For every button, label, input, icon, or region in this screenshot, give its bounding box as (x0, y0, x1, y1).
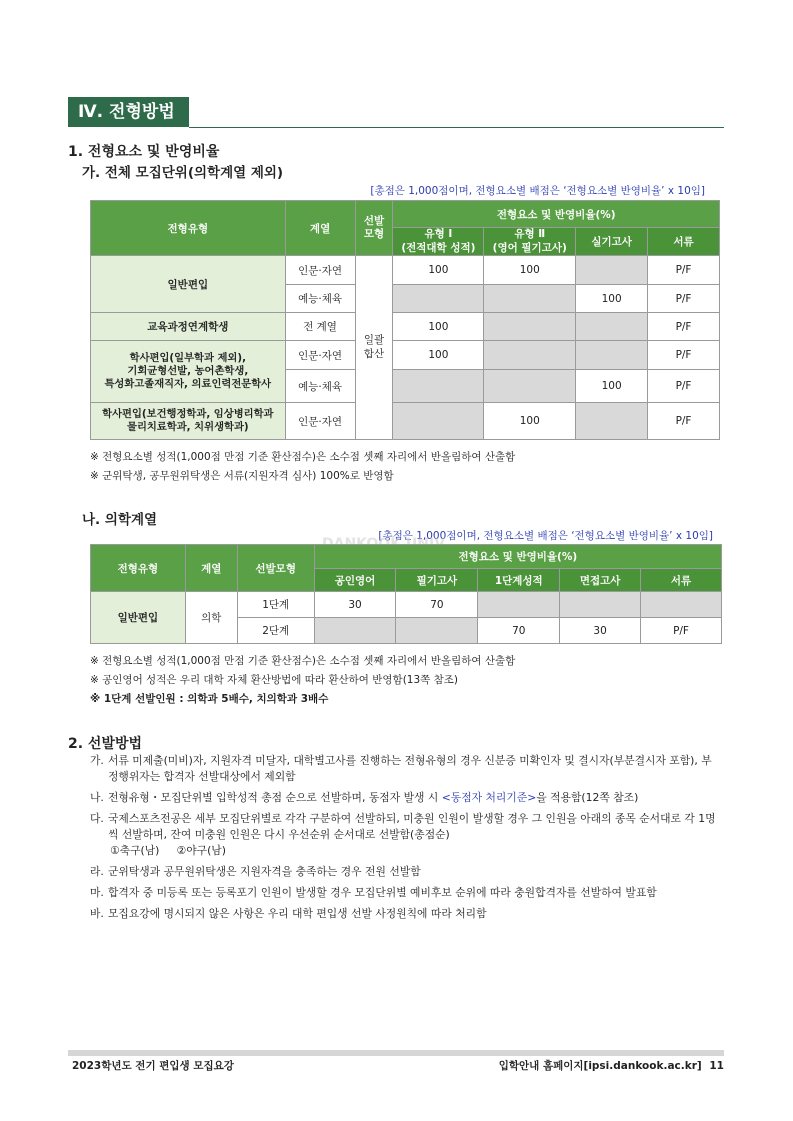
list-item (90, 885, 722, 901)
cell-stage1: 70 (478, 618, 560, 644)
cell-docs: P/F (648, 341, 720, 370)
list-item (90, 790, 722, 806)
cell-english (314, 618, 396, 644)
list-text: 을 적용함(12쪽 참조) (536, 791, 639, 804)
cell-docs (641, 592, 722, 618)
list-marker: 가. (90, 754, 104, 767)
cell-written: 70 (396, 592, 478, 618)
cell-interview: 30 (560, 618, 641, 644)
list-item (90, 864, 722, 880)
cell-practical: 100 (576, 370, 648, 403)
cell-docs: P/F (641, 618, 722, 644)
group-label: 학사편입(보건행정학과, 임상병리학과 물리치료학과, 치위생학과) (91, 403, 286, 440)
cell-docs: P/F (648, 256, 720, 285)
cell-t2: 100 (484, 403, 576, 440)
footnote: ※ 전형요소별 성적(1,000점 만점 기준 환산점수)은 소수점 셋째 자리에서 반올림하여 산출함 (90, 655, 516, 667)
section-divider (189, 127, 724, 128)
cell-practical (576, 341, 648, 370)
list-marker: 바. (90, 907, 104, 920)
header-type2: 유형 Ⅱ (영어 필기고사) (484, 228, 576, 256)
footer-right (499, 1058, 724, 1073)
cell-t1: 100 (393, 341, 484, 370)
cell-docs: P/F (648, 285, 720, 313)
list-item (90, 753, 722, 785)
footnote: ※ 1단계 선발인원 : 의학과 5배수, 치의학과 3배수 (90, 693, 329, 705)
cell-english: 30 (314, 592, 396, 618)
cell-field: 예능·체육 (285, 285, 355, 313)
header-field: 계열 (185, 545, 237, 592)
header-type1: 유형 Ⅰ (전적대학 성적) (393, 228, 484, 256)
cell-field: 인문·자연 (285, 403, 355, 440)
cell-practical (576, 313, 648, 341)
list-text: 군위탁생과 공무원위탁생은 지원자격을 충족하는 경우 전원 선발함 (108, 865, 421, 878)
footnote: ※ 전형요소별 성적(1,000점 만점 기준 환산점수)은 소수점 셋째 자리에서 반올림하여 산출함 (90, 451, 516, 463)
header-model: 선발모형 (237, 545, 314, 592)
list-marker: 나. (90, 791, 104, 804)
cell-t2 (484, 313, 576, 341)
cell-t1: 100 (393, 256, 484, 285)
cell-t1 (393, 403, 484, 440)
group-label: 일반편입 (91, 256, 286, 313)
cell-field: 전 계열 (285, 313, 355, 341)
subheading-na: 나. 의학계열 (82, 512, 158, 528)
cell-field: 인문·자연 (285, 256, 355, 285)
header-docs: 서류 (641, 569, 722, 592)
selection-list (90, 753, 722, 927)
header-model: 선발 모형 (355, 201, 393, 256)
list-item (90, 811, 722, 859)
header-english: 공인영어 (314, 569, 396, 592)
footnote: ※ 군위탁생, 공무원위탁생은 서류(지원자격 심사) 100%로 반영함 (90, 470, 394, 482)
header-type: 전형유형 (91, 545, 186, 592)
list-text: 국제스포츠전공은 세부 모집단위별로 각각 구분하여 선발하되, 미충원 인원이 발생할 경우 그 인원을 아래의 종목 순서대로 각 1명씩 선발하며, 잔여 미충원 인원은 다시 우선순위 순서대로 선발함(총점순) (108, 812, 716, 841)
table-row (91, 256, 720, 285)
group-label: 일반편입 (91, 592, 186, 644)
cell-docs: P/F (648, 370, 720, 403)
score-note-na: [총점은 1,000점이며, 전형요소별 배점은 ‘전형요소별 반영비율’ x 10임] (378, 530, 713, 542)
sport-order: ①축구(남) ②야구(남) (110, 844, 226, 857)
cell-docs: P/F (648, 313, 720, 341)
ratio-table-general (90, 200, 720, 440)
cell-t1: 100 (393, 313, 484, 341)
footer-bar (68, 1050, 724, 1056)
cell-stage1 (478, 592, 560, 618)
cell-practical (576, 403, 648, 440)
cell-t1 (393, 285, 484, 313)
list-text: 합격자 중 미등록 또는 등록포기 인원이 발생할 경우 모집단위별 예비후보 순위에 따라 충원합격자를 선발하여 발표함 (108, 886, 657, 899)
section-title: Ⅳ. 전형방법 (68, 97, 189, 127)
list-item (90, 906, 722, 922)
cell-t2 (484, 370, 576, 403)
model-value: 일괄 합산 (355, 256, 393, 440)
footnote: ※ 공인영어 성적은 우리 대학 자체 환산방법에 따라 환산하여 반영함(13쪽 참조) (90, 674, 459, 686)
table-row (91, 313, 720, 341)
list-marker: 마. (90, 886, 104, 899)
heading-2: 2. 선발방법 (68, 736, 143, 752)
group-label: 교육과정연계학생 (91, 313, 286, 341)
list-marker: 다. (90, 812, 104, 825)
page-number: 11 (709, 1060, 724, 1072)
cell-field: 예능·체육 (285, 370, 355, 403)
cell-stage: 2단계 (237, 618, 314, 644)
cell-practical (576, 256, 648, 285)
cell-docs: P/F (648, 403, 720, 440)
header-practical: 실기고사 (576, 228, 648, 256)
cell-practical: 100 (576, 285, 648, 313)
header-type: 전형유형 (91, 201, 286, 256)
ratio-table-medical (90, 544, 722, 644)
cell-field: 인문·자연 (285, 341, 355, 370)
cell-field: 의학 (185, 592, 237, 644)
tie-rule-link[interactable]: <동점자 처리기준> (441, 791, 537, 804)
footer-title: 2023학년도 전기 편입생 모집요강 (72, 1060, 234, 1072)
subheading-ga: 가. 전체 모집단위(의학계열 제외) (82, 165, 284, 181)
list-text: 서류 미제출(미비)자, 지원자격 미달자, 대학별고사를 진행하는 전형유형의 경우 신분증 미확인자 및 결시자(부분결시자 포함), 부정행위자는 합격자 선발대상에서 제외함 (108, 754, 712, 783)
header-ratio: 전형요소 및 반영비율(%) (314, 545, 721, 569)
header-field: 계열 (285, 201, 355, 256)
table-row (91, 341, 720, 370)
header-written: 필기고사 (396, 569, 478, 592)
table-row (91, 592, 722, 618)
list-text: 전형유형・모집단위별 입학성적 총점 순으로 선발하며, 동점자 발생 시 (108, 791, 442, 804)
cell-t2 (484, 285, 576, 313)
score-note-ga: [총점은 1,000점이며, 전형요소별 배점은 ‘전형요소별 반영비율’ x 10임] (370, 185, 705, 197)
cell-t2: 100 (484, 256, 576, 285)
list-text: 모집요강에 명시되지 않은 사항은 우리 대학 편입생 선발 사정원칙에 따라 처리함 (108, 907, 487, 920)
header-interview: 면접고사 (560, 569, 641, 592)
cell-written (396, 618, 478, 644)
list-marker: 라. (90, 865, 104, 878)
cell-t2 (484, 341, 576, 370)
table-row (91, 403, 720, 440)
group-label: 학사편입(일부학과 제외), 기회균형선발, 농어촌학생, 특성화고졸재직자, 의료인력전문학사 (91, 341, 286, 403)
header-ratio: 전형요소 및 반영비율(%) (393, 201, 720, 228)
header-stage1: 1단계성적 (478, 569, 560, 592)
heading-1: 1. 전형요소 및 반영비율 (68, 144, 220, 160)
cell-interview (560, 592, 641, 618)
homepage-link[interactable]: 입학안내 홈페이지[ipsi.dankook.ac.kr] (498, 1060, 702, 1072)
header-docs: 서류 (648, 228, 720, 256)
cell-t1 (393, 370, 484, 403)
cell-stage: 1단계 (237, 592, 314, 618)
